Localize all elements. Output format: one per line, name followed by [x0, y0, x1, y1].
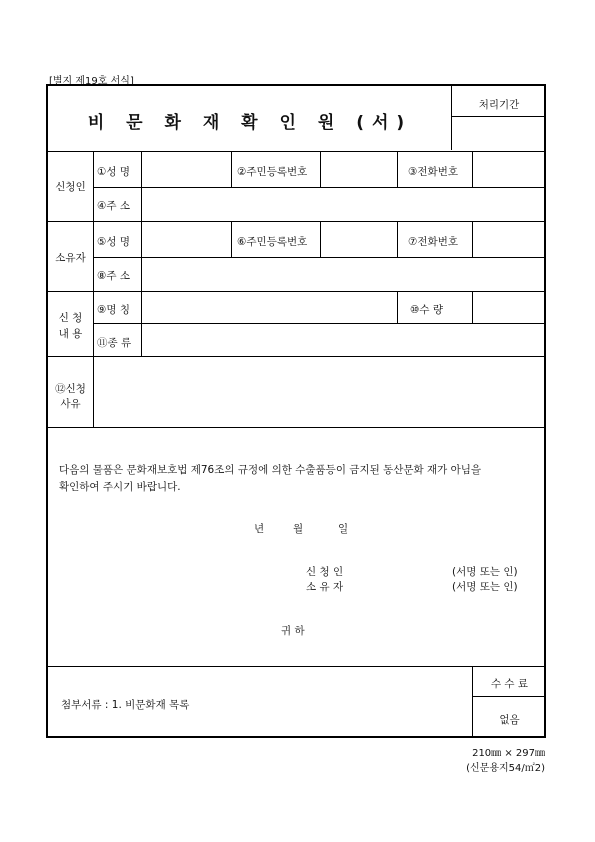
applicant-address-field[interactable] — [142, 188, 546, 221]
applicant-id-label: ②주민등록번호 — [237, 166, 308, 178]
divider — [231, 221, 232, 257]
divider — [472, 696, 546, 697]
applicant-address-label: ④주 소 — [97, 200, 131, 212]
item-name-label: ⑨명 칭 — [97, 304, 131, 316]
applicant-sign-label: 신 청 인 — [306, 566, 344, 578]
owner-address-label: ⑧주 소 — [97, 270, 131, 282]
owner-section-label: 소유자 — [55, 252, 86, 264]
application-form — [46, 84, 546, 738]
owner-phone-label: ⑦전화번호 — [408, 236, 458, 248]
divider — [397, 291, 398, 323]
owner-id-field[interactable] — [321, 222, 397, 257]
owner-id-label: ⑥주민등록번호 — [237, 236, 308, 248]
owner-phone-field[interactable] — [473, 222, 546, 257]
owner-address-field[interactable] — [142, 258, 546, 291]
content-section-label-line2: 내 용 — [58, 328, 83, 340]
processing-period-label: 처리기간 — [478, 99, 520, 111]
quantity-field[interactable] — [473, 292, 546, 323]
reason-field[interactable] — [94, 357, 546, 427]
applicant-signature[interactable]: (서명 또는 인) — [452, 566, 518, 578]
declaration-line1: 다음의 물품은 문화재보호법 제76조의 규정에 의한 수출품등이 금지된 동산문화 재가 아님을 — [59, 464, 482, 476]
owner-name-label: ⑤성 명 — [97, 236, 131, 248]
attachment-note: 첨부서류 : 1. 비문화재 목록 — [61, 699, 190, 711]
declaration-line2: 확인하여 주시기 바랍니다. — [59, 481, 181, 493]
reason-label-line2: 사유 — [60, 398, 81, 410]
paper-type: (신문용지54/㎡2) — [466, 763, 545, 774]
reason-label-line1: ⑫신청 — [55, 383, 86, 395]
date-month-label: 월 — [293, 523, 304, 535]
date-year-label: 년 — [254, 523, 265, 535]
item-type-label: ⑪종 류 — [97, 337, 132, 349]
applicant-section-label: 신청인 — [55, 181, 86, 193]
form-title: 비 문 화 재 확 인 원 (서) — [87, 113, 413, 133]
item-type-field[interactable] — [142, 324, 546, 356]
applicant-id-field[interactable] — [321, 152, 397, 187]
paper-size: 210㎜ × 297㎜ — [472, 748, 545, 759]
divider — [48, 427, 546, 428]
addressee: 귀 하 — [281, 625, 305, 637]
form-number: [별지 제19호 서식] — [49, 76, 134, 87]
applicant-name-field[interactable] — [142, 152, 231, 187]
applicant-phone-label: ③전화번호 — [408, 166, 458, 178]
processing-period-value[interactable] — [452, 117, 546, 150]
item-name-field[interactable] — [142, 292, 397, 323]
content-section-label-line1: 신 청 — [58, 312, 83, 324]
applicant-phone-field[interactable] — [473, 152, 546, 187]
owner-signature[interactable]: (서명 또는 인) — [452, 581, 518, 593]
quantity-label: ⑩수 량 — [410, 304, 444, 316]
divider — [397, 151, 398, 187]
fee-label: 수 수 료 — [490, 678, 529, 690]
owner-sign-label: 소 유 자 — [306, 581, 344, 593]
divider — [397, 221, 398, 257]
applicant-name-label: ①성 명 — [97, 166, 131, 178]
date-day-label: 일 — [338, 523, 349, 535]
fee-value: 없음 — [499, 714, 520, 726]
owner-name-field[interactable] — [142, 222, 231, 257]
divider — [231, 151, 232, 187]
